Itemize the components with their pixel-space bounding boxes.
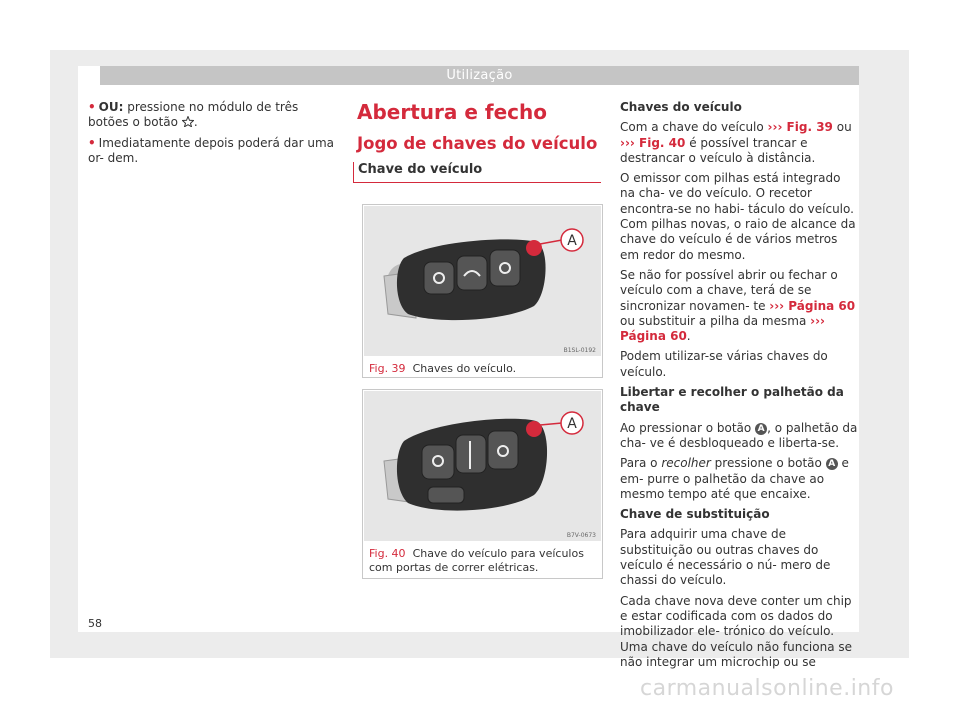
button-a-icon: A: [826, 458, 838, 470]
star-icon: [182, 115, 194, 129]
figure-39: [362, 204, 603, 378]
page-reference[interactable]: ››› Página 60: [620, 313, 825, 344]
button-a-icon: A: [755, 423, 767, 435]
figure-reference[interactable]: ››› Fig. 39: [767, 120, 833, 135]
paragraph: Podem utilizar-se várias chaves do veículo.: [620, 349, 828, 379]
heading-section: Chave do veículo: [353, 162, 601, 183]
page-number: 58: [88, 617, 102, 630]
subsection-title: Chave de substituição: [620, 507, 770, 522]
paragraph: Ao pressionar o botão A , o palhetão da cha- ve é desbloqueado e liberta-se.: [620, 420, 858, 450]
figure-callout: A: [567, 416, 577, 432]
paragraph: Com a chave do veículo ››› Fig. 39 ou ››› Fig. 40 é possível trancar e destrancar o veículo à distância.: [620, 120, 852, 165]
figure-callout: A: [567, 233, 577, 249]
paragraph: Cada chave nova deve conter um chip e estar codificada com os dados do imobilizador ele- trónico do veículo. Uma chave do veículo não funciona se não integrar um microchip ou se: [620, 593, 853, 669]
paragraph: Para o recolher pressione o botão A e em- purre o palhetão da chave ao mesmo tempo até que encaixe.: [620, 456, 849, 501]
heading-main: Abertura e fecho: [357, 100, 547, 124]
bullet-item: • Imediatamente depois poderá dar uma or- dem.: [88, 135, 335, 165]
middle-column: [357, 100, 601, 183]
bullet-item: • OU: pressione no módulo de três botões o botão .: [88, 100, 299, 130]
subsection-title: Chaves do veículo: [620, 100, 742, 114]
figure-reference[interactable]: ››› Fig. 40: [620, 135, 686, 150]
bullet-icon: •: [88, 100, 96, 114]
car-key-image: [364, 391, 601, 541]
paragraph: O emissor com pilhas está integrado na cha- ve do veículo. O recetor encontra-se no habi- táculo do veículo. Com pilhas novas, o raio de alcance da chave do veículo é de vários metros em redor do mesmo.: [620, 171, 856, 262]
figure-40: [362, 389, 603, 579]
paragraph: Para adquirir uma chave de substituição ou outras chaves do veículo é necessário o nú- mero de chassi do veículo.: [620, 527, 831, 588]
figure-caption: Fig. 39 Chaves do veículo.: [369, 362, 517, 375]
figure-caption: Fig. 40 Chave do veículo para veículos com portas de correr elétricas.: [369, 547, 584, 574]
bullet-icon: •: [88, 135, 96, 150]
car-key-image: [364, 206, 601, 356]
figure-code: B7V-0673: [566, 532, 596, 539]
heading-sub: Jogo de chaves do veículo: [357, 134, 598, 153]
page-reference[interactable]: ››› Página 60: [769, 298, 856, 313]
paragraph: Se não for possível abrir ou fechar o veículo com a chave, terá de se sincronizar novamen- te ››› Página 60 ou substituir a pilha da mesma ››› Página 60.: [620, 267, 856, 344]
subsection-title: Libertar e recolher o palhetão da chave: [620, 385, 844, 415]
right-column: [620, 100, 858, 675]
left-column: [88, 100, 338, 171]
watermark: carmanualsonline.info: [640, 676, 894, 701]
figure-code: B1SL-0192: [563, 347, 596, 354]
section-header: Utilização: [100, 66, 859, 85]
